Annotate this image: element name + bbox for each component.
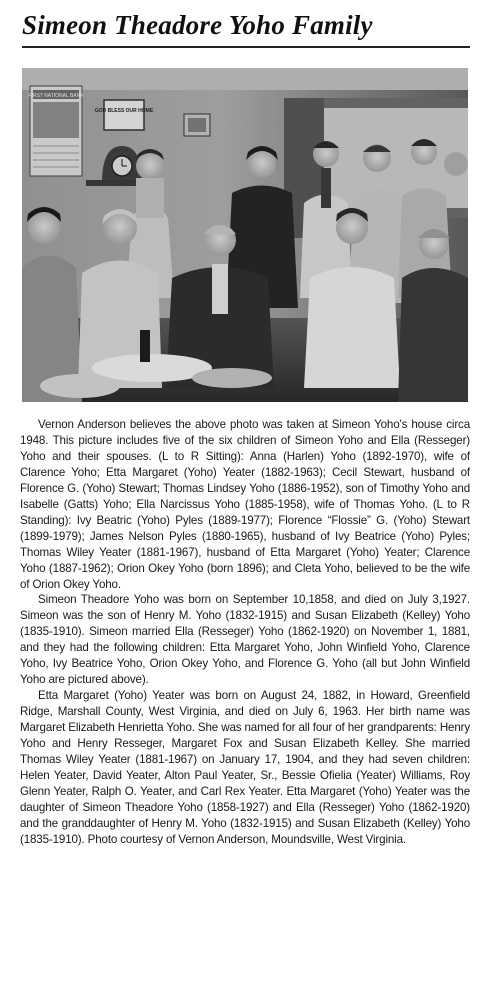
paragraph-photo-caption: Vernon Anderson believes the above photo was taken at Simeon Yoho's house circa 1948. This picture includes five of the six children of Simeon Yoho and Ella (Resseger) Yoho and their spouses. (L to R Sitting): Anna (Harlen) Yoho (1892-1970), wife of Clarence Yoho; Etta Margaret (Yoho) Yeater (1882-1963); Cecil Stewart, husband of Florence G. (Yoho) Stewart; Thomas Lindsey Yoho (1886-1952), son of Timothy Yoho and Isabelle (Gatts) Yoho; Ella Narcissus Yoho (1885-1958), wife of Thomas Yoho. (L to R Standing): Ivy Beatric (Yoho) Pyles (1889-1977); Florence “Flossie” G. (Yoho) Stewart (1899-1979); James Nelson Pyles (1880-1965), husband of Ivy Beatrice (Yoho) Pyles; Thomas Wiley Yeater (1881-1967), husband of Etta Margaret (Yoho) Yeater; Clarence Yoho (1887-1962); Orion Okey Yoho (born 1896); and Cleta Yoho, believed to be the wife of Orion Okey Yoho. <box>20 418 470 591</box>
paragraph-etta-bio: Etta Margaret (Yoho) Yeater was born on August 24, 1882, in Howard, Greenfield Ridge, Marshall County, West Virginia, and died on July 6, 1963. Her birth name was Margaret Elizabeth Henrietta Yoho. She was named for all four of her grandparents: Henry Yoho and Henry Resseger, Margaret Fox and Susan Elizabeth Kelley. She married Thomas Wiley Yeater (1881-1967) on January 17, 1904, and they had seven children: Helen Yeater, David Yeater, Alton Paul Yeater, Sr., Bessie Ofielia (Yeater) Williams, Roy Glenn Yeater, Ralph O. Yeater, and Carl Rex Yeater. Etta Margaret (Yoho) Yeater was the daughter of Simeon Theadore Yoho (1858-1927) and Ella (Resseger) Yoho (1862-1920) and the granddaughter of Henry M. Yoho (1832-1915) and Susan Elizabeth (Kelley) Yoho (1835-1910). Photo courtesy of Vernon Anderson, Moundsville, West Virginia. <box>20 689 470 846</box>
title-rule <box>22 46 470 48</box>
family-photo <box>22 68 468 402</box>
paragraph-simeon-bio: Simeon Theadore Yoho was born on September 10,1858, and died on July 3,1927. Simeon was the son of Henry M. Yoho (1832-1915) and Susan Elizabeth (Kelley) Yoho (1835-1910). Simeon married Ella (Resseger) Yoho (1862-1920) on November 1, 1881, and they had the following children: Etta Margaret Yoho, John Winfield Yoho, Clarence Yoho, Ivy Beatrice Yoho, Orion Okey Yoho, and Florence G. Yoho (all but John Winfield Yoho are pictured above). <box>20 593 470 687</box>
article-body <box>20 417 470 848</box>
wall-sign: GOD BLESS OUR HOME <box>94 108 154 114</box>
calendar-caption: FIRST NATIONAL BANK <box>28 93 84 99</box>
article-title: Simeon Theadore Yoho Family <box>22 10 373 40</box>
